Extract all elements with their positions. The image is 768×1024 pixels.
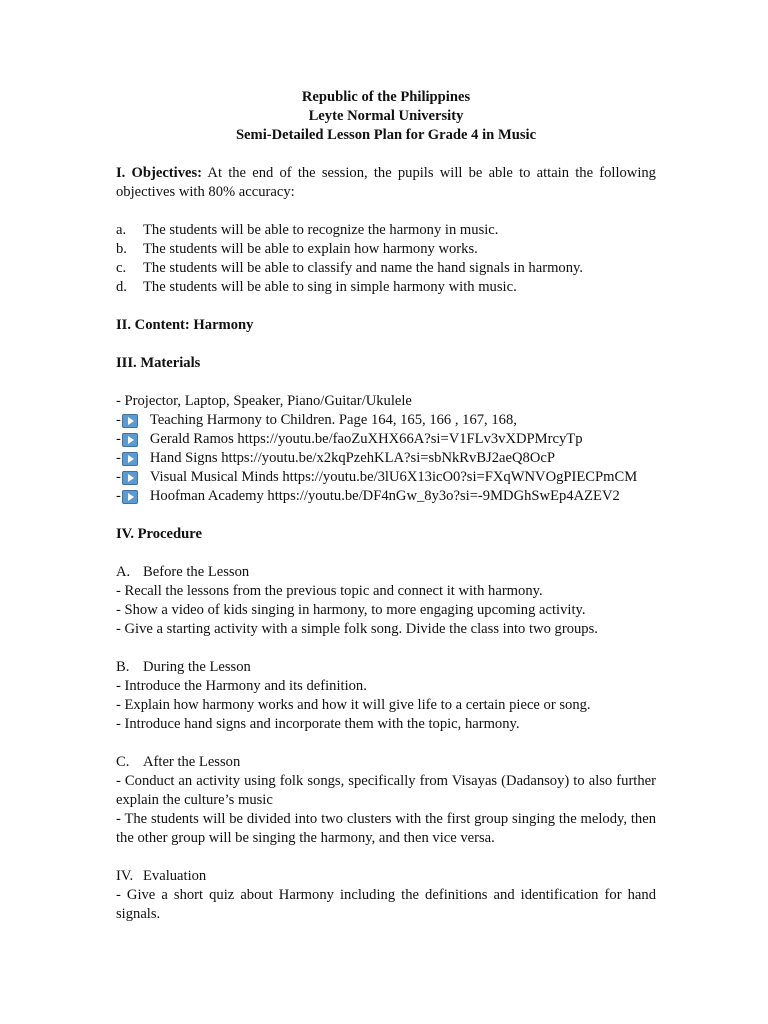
play-button-icon[interactable] bbox=[122, 452, 138, 466]
link-prefix: - bbox=[116, 469, 121, 485]
material-link-text: Gerald Ramos https://youtu.be/faoZuXHX66A?si=V1FLv3vXDPMrcyTp bbox=[149, 431, 583, 447]
play-button-icon[interactable] bbox=[122, 471, 138, 485]
objectives-intro bbox=[116, 164, 656, 202]
section-marker: IV. bbox=[116, 868, 134, 884]
materials-heading: III. Materials bbox=[116, 355, 201, 371]
during-lesson-title bbox=[116, 658, 656, 677]
section-title: Before the Lesson bbox=[143, 564, 250, 580]
header-country: Republic of the Philippines bbox=[301, 89, 471, 105]
procedure-line: - Show a video of kids singing in harmony, to more engaging upcoming activity. bbox=[116, 602, 586, 618]
list-item-text: The students will be able to explain how harmony works. bbox=[143, 241, 478, 257]
procedure-line: - Explain how harmony works and how it will give life to a certain piece or song. bbox=[116, 697, 591, 713]
play-button-icon[interactable] bbox=[122, 414, 138, 428]
objectives-intro-text: At the end of the session, the pupils will be able to attain the following objectives with 80% accuracy: bbox=[116, 165, 656, 200]
material-link-text: Hand Signs https://youtu.be/x2kqPzehKLA?si=sbNkRvBJ2aeQ8OcP bbox=[149, 450, 555, 466]
list-item bbox=[116, 278, 656, 297]
section-marker: B. bbox=[116, 659, 130, 675]
header-title: Semi-Detailed Lesson Plan for Grade 4 in Music bbox=[235, 127, 537, 143]
evaluation-title bbox=[116, 867, 656, 886]
list-item bbox=[116, 259, 656, 278]
objectives-list bbox=[116, 221, 656, 297]
procedure-line: - Recall the lessons from the previous topic and connect it with harmony. bbox=[116, 583, 543, 599]
list-item-text: The students will be able to sing in simple harmony with music. bbox=[143, 279, 517, 295]
material-link-text: Teaching Harmony to Children. Page 164, 165, 166 , 167, 168, bbox=[149, 412, 517, 428]
procedure-line: - Introduce hand signs and incorporate them with the topic, harmony. bbox=[116, 716, 520, 732]
link-prefix: - bbox=[116, 450, 121, 466]
play-button-icon[interactable] bbox=[122, 433, 138, 447]
list-marker: b. bbox=[116, 241, 127, 257]
material-link-item bbox=[116, 449, 656, 468]
link-prefix: - bbox=[116, 412, 121, 428]
material-link-item bbox=[116, 468, 656, 487]
materials-equipment: - Projector, Laptop, Speaker, Piano/Guitar/Ukulele bbox=[116, 393, 412, 409]
list-item-text: The students will be able to classify and name the hand signals in harmony. bbox=[143, 260, 584, 276]
link-prefix: - bbox=[116, 431, 121, 447]
before-lesson-title bbox=[116, 563, 656, 582]
material-link-text: Visual Musical Minds https://youtu.be/3lU6X13icO0?si=FXqWNVOgPIECPmCM bbox=[149, 469, 638, 485]
section-marker: C. bbox=[116, 754, 130, 770]
list-marker: a. bbox=[116, 222, 127, 238]
content-heading: II. Content: Harmony bbox=[116, 317, 254, 333]
list-item bbox=[116, 240, 656, 259]
document-header bbox=[116, 88, 656, 145]
header-university: Leyte Normal University bbox=[308, 108, 464, 124]
material-link-item bbox=[116, 411, 656, 430]
play-button-icon[interactable] bbox=[122, 490, 138, 504]
list-marker: d. bbox=[116, 279, 127, 295]
list-marker: c. bbox=[116, 260, 127, 276]
section-title: Evaluation bbox=[143, 868, 207, 884]
after-lesson-title bbox=[116, 753, 656, 772]
evaluation-text: - Give a short quiz about Harmony including the definitions and identification for hand signals. bbox=[116, 887, 656, 922]
material-link-item bbox=[116, 430, 656, 449]
procedure-paragraph: - Conduct an activity using folk songs, specifically from Visayas (Dadansoy) to also further explain the culture’s music bbox=[116, 773, 656, 808]
list-item bbox=[116, 221, 656, 240]
section-title: After the Lesson bbox=[143, 754, 241, 770]
procedure-line: - Introduce the Harmony and its definition. bbox=[116, 678, 367, 694]
material-link-text: Hoofman Academy https://youtu.be/DF4nGw_8y3o?si=-9MDGhSwEp4AZEV2 bbox=[149, 488, 620, 504]
link-prefix: - bbox=[116, 488, 121, 504]
list-item-text: The students will be able to recognize the harmony in music. bbox=[143, 222, 499, 238]
procedure-heading: IV. Procedure bbox=[116, 526, 202, 542]
material-link-item bbox=[116, 487, 656, 506]
procedure-paragraph: - The students will be divided into two clusters with the first group singing the melody, then the other group will be singing the harmony, and then vice versa. bbox=[116, 811, 656, 846]
section-title: During the Lesson bbox=[143, 659, 251, 675]
objectives-heading: I. Objectives: bbox=[116, 165, 203, 181]
procedure-line: - Give a starting activity with a simple folk song. Divide the class into two groups. bbox=[116, 621, 598, 637]
lesson-plan-page bbox=[116, 88, 656, 924]
section-marker: A. bbox=[116, 564, 131, 580]
